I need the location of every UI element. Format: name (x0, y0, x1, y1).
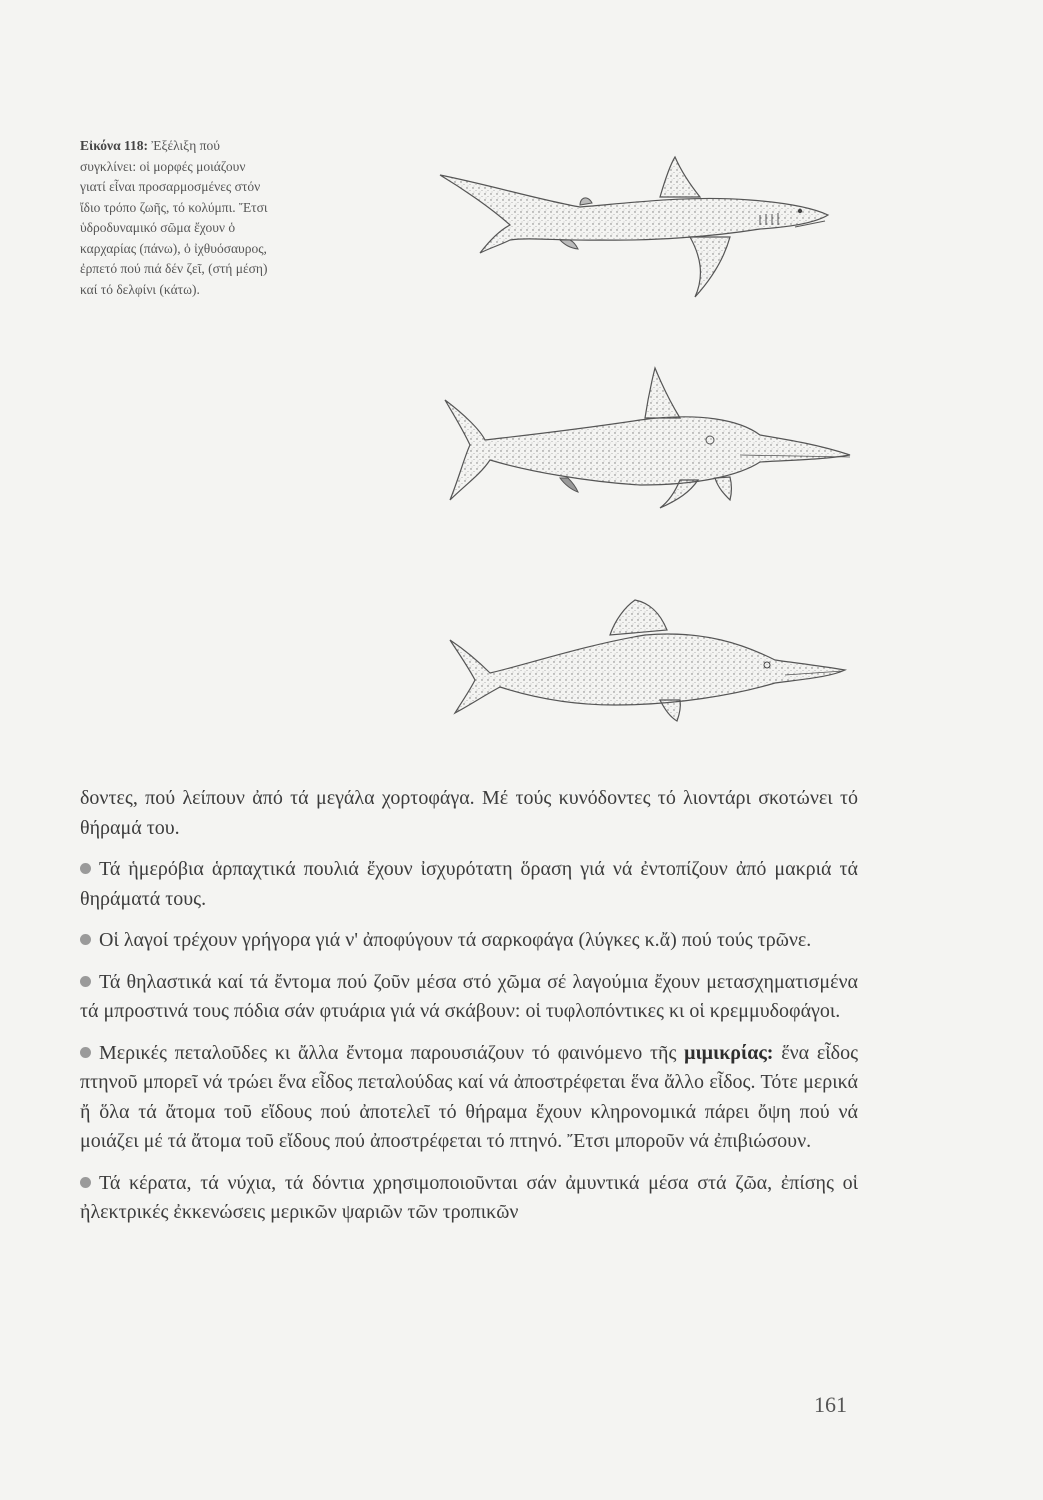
figure-label: Εἰκόνα 118: (80, 138, 148, 153)
paragraph-5 (80, 1039, 858, 1157)
shark-illustration (430, 145, 850, 305)
paragraph-2 (80, 855, 858, 914)
dolphin-illustration (445, 595, 865, 725)
paragraph-3 (80, 926, 858, 956)
figure-caption-text: Ἐξέλιξη πού συγκλίνει: οἱ μορφές μοιάζουν γιατί εἶναι προσαρμοσμένες στόν ἴδιο τρόπο ζωῆς, τό κολύμπι. Ἔτσι ὑδροδυναμικό σῶμα ἔχουν ὁ καρχαρίας (πάνω), ὁ ἰχθυόσαυρος, ἐρπετό πού πιά δέν ζεῖ, (στή μέση) καί τό δελφίνι (κάτω). (80, 138, 268, 297)
paragraph-4-text: Τά θηλαστικά καί τά ἔντομα πού ζοῦν μέσα στό χῶμα σέ λαγούμια ἔχουν μετασχηματισμένα τά μπροστινά τους πόδια σάν φτυάρια γιά νά σκάβουν: οἱ τυφλοπόντικες κι οἱ κρεμμυδοφάγοι. (80, 970, 858, 1022)
bullet-icon (80, 863, 91, 874)
paragraph-1: δοντες, πού λείπουν ἀπό τά μεγάλα χορτοφάγα. Μέ τούς κυνόδοντες τό λιοντάρι σκοτώνει τό θήραμά του. (80, 787, 858, 839)
paragraph-3-text: Οἱ λαγοί τρέχουν γρήγορα γιά ν' ἀποφύγουν τά σαρκοφάγα (λύγκες κ.ἄ) πού τούς τρῶνε. (99, 929, 812, 951)
body-text (80, 784, 858, 1240)
bullet-icon (80, 976, 91, 987)
figure-caption (80, 136, 270, 300)
bullet-icon (80, 1177, 91, 1188)
bullet-icon (80, 934, 91, 945)
paragraph-4 (80, 968, 858, 1027)
paragraph-2-text: Τά ἡμερόβια ἁρπαχτικά πουλιά ἔχουν ἰσχυρότατη ὅραση γιά νά ἐντοπίζουν ἀπό μακριά τά θηράματά τους. (80, 858, 858, 910)
bullet-icon (80, 1047, 91, 1058)
mimicry-term: μιμικρίας: (684, 1041, 774, 1064)
paragraph-6 (80, 1169, 858, 1228)
ichthyosaur-illustration (440, 360, 860, 520)
paragraph-5-intro: Μερικές πεταλοῦδες κι ἄλλα ἔντομα παρουσιάζουν τό φαινόμενο τῆς (99, 1041, 677, 1064)
page-number: 161 (814, 1392, 847, 1417)
paragraph-5-rest: ἕνα εἶδος πτηνοῦ μπορεῖ νά τρώει ἕνα εἶδος πεταλούδας καί νά ἀποστρέφεται ἕνα ἄλλο εἶδος. Τότε μερικά ἤ ὅλα τά ἄτομα τοῦ εἴδους πού ἀποτελεῖ τό θήραμα ἔχουν κληρονομικά πάρει ὄψη πού νά μοιάζει μέ τά ἄτομα τοῦ εἴδους πού ἀποστρέφεται τό πτηνό. Ἔτσι μποροῦν νά ἐπιβιώσουν. (80, 1041, 859, 1152)
paragraph-6-text: Τά κέρατα, τά νύχια, τά δόντια χρησιμοποιοῦνται σάν ἀμυντικά μέσα στά ζῶα, ἐπίσης οἱ ἠλεκτρικές ἐκκενώσεις μερικῶν ψαριῶν τῶν τροπικῶν (80, 1171, 858, 1223)
